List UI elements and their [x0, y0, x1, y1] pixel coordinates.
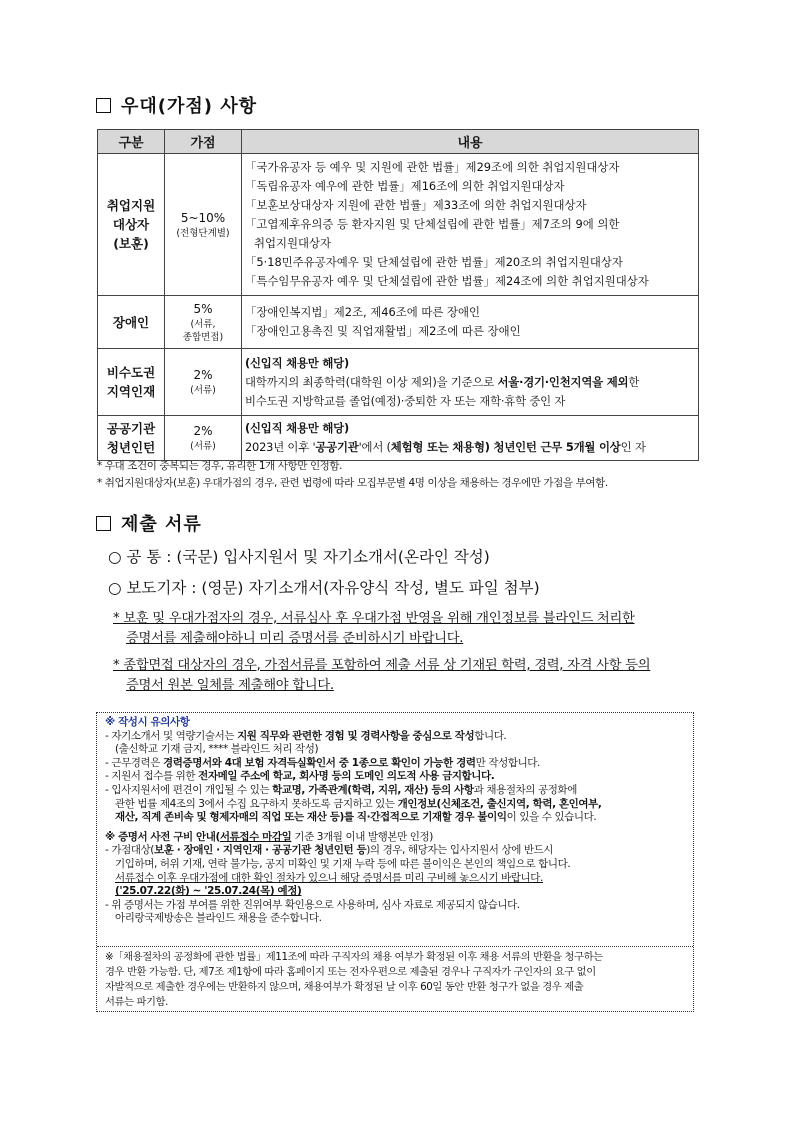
text-span: 관한 법률 제4조의 3에서 수집 요구하지 못하도록 금지하고 있는 [115, 797, 398, 810]
content-line [245, 373, 695, 392]
content-line: 「장애인고용촉진 및 직업재활법」제2조에 따른 장애인 [245, 324, 521, 338]
table-row [98, 154, 699, 296]
text-span: 경력증명서와 4대 보험 자격득실확인서 중 1종으로 확인이 가능한 경력 [162, 756, 476, 769]
section-title-preference [96, 92, 257, 118]
row-points [165, 296, 242, 349]
table-row [98, 416, 699, 461]
caution-line [105, 730, 685, 744]
points-value: 5~10% [180, 210, 226, 225]
caution-title: ※ 작성시 유의사항 [105, 716, 190, 728]
text-span: )의 경우, 해당자는 입사지원서 상에 반드시 [366, 844, 554, 857]
table-row [98, 296, 699, 349]
section-title-text: 제출 서류 [121, 514, 202, 535]
text-span: 지원 직무와 관련한 경험 및 경력사항을 중심으로 작성 [237, 729, 475, 742]
caution-line: 아리랑국제방송은 블라인드 채용을 준수합니다. [115, 912, 322, 925]
caution-line: 서류접수 이후 우대가점에 대한 확인 절차가 있으니 해당 증명서를 미리 구비해 놓으시기 바랍니다. [115, 871, 543, 884]
content-line: 「특수임무유공자 예우 및 단체설립에 관한 법률」제24조에 의한 취업지원대상자 [245, 274, 649, 288]
text-span: 만 작성합니다. [475, 756, 540, 769]
caution-line: ('25.07.22(화) ~ '25.07.24(목) 예정) [115, 885, 302, 898]
category-line: 장애인 [112, 314, 150, 330]
note-line: * 취업지원대상자(보훈) 우대가점의 경우, 관련 법령에 따라 모집부문별 4명 이상을 채용하는 경우에만 가점을 부여함. [97, 477, 608, 489]
category-line: 지역인재 [106, 384, 156, 399]
category-line: (보훈) [113, 236, 149, 251]
warning-line: 증명서를 제출해야하니 미리 증명서를 준비하시기 바랍니다. [126, 631, 464, 646]
row-content [242, 416, 699, 461]
caution-line [105, 757, 685, 771]
row-points [165, 416, 242, 461]
table-row [98, 349, 699, 416]
header-content: 내용 [242, 130, 699, 154]
points-note: (서류, [190, 318, 216, 330]
points-value: 5% [193, 301, 213, 316]
doc-item-reporter: ○ 보도기자 : (영문) 자기소개서(자유양식 작성, 별도 파일 첨부) [108, 579, 540, 597]
content-line: 취업지원대상자 [254, 236, 332, 250]
text-span: 이 있을 수 있습니다. [506, 811, 597, 824]
caution-box [96, 712, 694, 1012]
row-content [242, 296, 699, 349]
text-span: 재산, 직계 존비속 및 형제자매의 직업 또는 재산 등)를 직·간접적으로 기재할 경우 불이익 [115, 811, 507, 824]
text-span: 합니다. [474, 729, 507, 742]
text-span: 서울·경기·인천지역을 제외 [497, 374, 629, 389]
text-span: 공공기관 [315, 440, 359, 454]
row-category [98, 349, 165, 416]
note-line: * 우대 조건이 중복되는 경우, 유리한 1개 사항만 인정함. [97, 460, 343, 472]
category-line: 공공기관 [106, 421, 156, 436]
content-line: (신입직 채용만 해당) [245, 355, 349, 370]
points-note: 종합면접) [182, 331, 224, 343]
row-category [98, 154, 165, 296]
text-span: - 입사지원서에 편견이 개입될 수 있는 [105, 783, 273, 796]
row-category [98, 296, 165, 349]
content-line [245, 438, 695, 457]
text-span: - 가점대상( [105, 844, 154, 857]
caution-line [105, 784, 685, 798]
text-span: 보훈 · 장애인 · 지역인재 · 공공기관 청년인턴 등 [154, 844, 367, 857]
points-note: (서류) [190, 385, 216, 396]
text-span: 과 채용절차의 공정화에 [473, 783, 577, 796]
caution-line: - 위 증명서는 가점 부여를 위한 진위여부 확인용으로 사용하며, 심사 자료로 제공되지 않습니다. [105, 898, 520, 911]
text-span: 서류접수 마감일 [219, 830, 292, 843]
caution-line: 기입하며, 허위 기재, 연락 불가능, 공지 미확인 및 기재 누락 등에 따른 불이익은 본인의 책임으로 합니다. [115, 857, 571, 870]
warning-block [113, 656, 650, 696]
text-span: ※ 증명서 사전 구비 안내( [105, 830, 220, 843]
text-span: '에서 ( [358, 440, 391, 454]
caution-line: (출신학교 기재 금지, **** 블라인드 처리 작성) [115, 743, 319, 756]
checkbox-square-icon [96, 516, 111, 531]
footer-line: 자발적으로 제출한 경우에는 반환하지 않으며, 채용여부가 확정된 날 이후 60일 동안 반환 청구가 없을 경우 제출 [105, 981, 584, 993]
category-line: 청년인턴 [106, 440, 156, 455]
caution-line [105, 798, 685, 812]
text-span: 전자메일 주소에 학교, 회사명 등의 도메인 의도적 사용 금지합니다. [198, 770, 495, 783]
category-line: 비수도권 [106, 365, 156, 380]
row-points [165, 349, 242, 416]
content-line: 「고엽제후유의증 등 환자지원 및 단체설립에 관한 법률」제7조의 9에 의한 [245, 217, 620, 231]
category-line: 대상자 [112, 217, 150, 232]
warning-line: * 보훈 및 우대가점자의 경우, 서류심사 후 우대가점 반영을 위해 개인정보를 블라인드 처리한 [113, 611, 635, 626]
text-span: - 자기소개서 및 역량기술서는 [105, 729, 238, 742]
footer-line: 서류는 파기함. [105, 996, 169, 1008]
checkbox-square-icon [96, 98, 111, 113]
text-span: 체험형 또는 채용형) 청년인턴 근무 5개월 이상 [390, 440, 621, 454]
doc-item-common: ○ 공 통 : (국문) 입사지원서 및 자기소개서(온라인 작성) [108, 548, 490, 566]
row-category [98, 416, 165, 461]
row-points [165, 154, 242, 296]
points-value: 2% [193, 424, 213, 438]
caution-content [97, 713, 693, 929]
row-content [242, 154, 699, 296]
preference-table [97, 129, 699, 461]
header-category: 구분 [98, 130, 165, 154]
row-content [242, 349, 699, 416]
content-line: 「장애인복지법」제2조, 제46조에 따른 장애인 [245, 305, 481, 319]
footer-line: 경우 반환 가능함. 단, 제7조 제1항에 따라 홈페이지 또는 전자우편으로 제출된 경우나 구직자가 구인자의 요구 없이 [105, 966, 596, 978]
text-span: 한 [628, 374, 640, 389]
header-points: 가점 [165, 130, 242, 154]
text-span: 대학까지의 최종학력(대학원 이상 제외)을 기준으로 [245, 374, 498, 389]
table-header-row [98, 130, 699, 154]
text-span: - 지원서 접수를 위한 [105, 770, 199, 783]
text-span: 인 자 [620, 440, 646, 454]
points-note: (전형단계별) [176, 227, 230, 239]
points-value: 2% [193, 368, 213, 382]
content-line: 「독립유공자 예우에 관한 법률」제16조에 의한 취업지원대상자 [245, 179, 565, 193]
section-title-documents [96, 510, 202, 536]
points-note: (서류) [190, 441, 216, 452]
content-line: 「보훈보상대상자 지원에 관한 법률」제33조에 의한 취업지원대상자 [245, 198, 587, 212]
caution-footer [97, 946, 693, 1013]
table-notes [97, 458, 608, 492]
text-span: 2023년 이후 ' [245, 440, 316, 454]
text-span: 학교명, 가족관계(학력, 지위, 재산) 등의 사항 [272, 783, 474, 796]
caution-line [105, 811, 685, 825]
caution-line [105, 844, 685, 858]
caution-subtitle [105, 831, 685, 845]
text-span: 기준 3개월 이내 발행본만 인정) [291, 830, 433, 843]
content-line: (신입직 채용만 해당) [245, 421, 349, 435]
category-line: 취업지원 [106, 198, 156, 213]
warning-block [113, 609, 635, 649]
warning-line: * 종합면접 대상자의 경우, 가점서류를 포함하여 제출 서류 상 기재된 학력, 경력, 자격 사항 등의 [113, 658, 651, 673]
content-line: 「국가유공자 등 예우 및 지원에 관한 법률」제29조에 의한 취업지원대상자 [245, 160, 620, 174]
caution-line [105, 770, 685, 784]
content-line: 「5·18민주유공자예우 및 단체설립에 관한 법률」제20조의 취업지원대상자 [245, 255, 623, 269]
section-title-text: 우대(가점) 사항 [121, 96, 258, 117]
warning-line: 증명서 원본 일체를 제출해야 합니다. [126, 678, 334, 693]
text-span: 개인정보(신체조건, 출신지역, 학력, 혼인여부, [397, 797, 602, 810]
text-span: - 근무경력은 [105, 756, 163, 769]
footer-line: ※「채용절차의 공정화에 관한 법률」제11조에 따라 구직자의 채용 여부가 확정된 이후 채용 서류의 반환을 청구하는 [105, 951, 603, 963]
content-line: 비수도권 지방학교를 졸업(예정)·중퇴한 자 또는 재학·휴학 중인 자 [245, 393, 566, 408]
